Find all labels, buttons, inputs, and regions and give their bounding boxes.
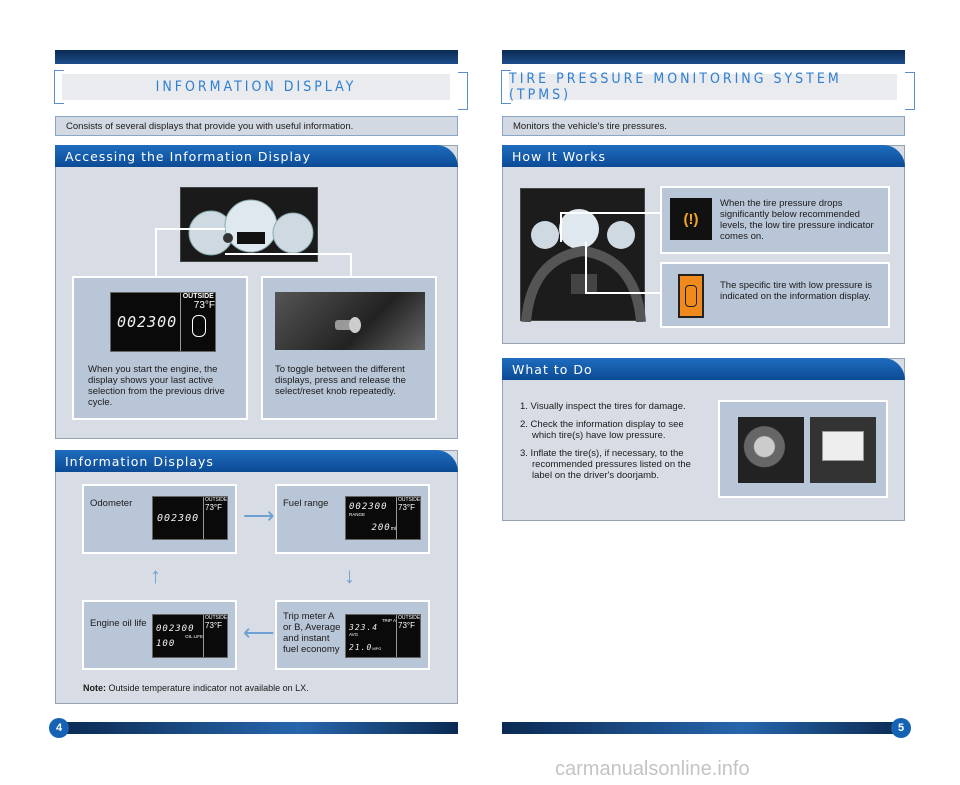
- range-label: RANGE: [349, 511, 366, 517]
- arrow-right-icon: ⟶: [243, 503, 275, 528]
- trip-meter-label: Trip meter A or B, Average and instant fuel economy: [283, 611, 341, 655]
- tpms-callout-2: [585, 292, 668, 294]
- trip-meter-card: [275, 600, 430, 670]
- odometer-card: [82, 484, 237, 554]
- engine-oil-display: [152, 614, 228, 658]
- left-title-box: [56, 70, 456, 104]
- oil-outside-temp: 73°F: [205, 621, 222, 630]
- tpms-callout-1v: [560, 212, 562, 242]
- what-heading: What to Do: [502, 358, 905, 380]
- range-value: 200: [371, 522, 391, 533]
- left-bottom-bar: [60, 722, 458, 734]
- toggle-text: To toggle between the different displays, press and release the select/reset knob repeatedly.: [275, 364, 406, 397]
- cluster-illustration: [181, 188, 319, 263]
- fuel-range-display: [345, 496, 421, 540]
- tpms-callout-1: [560, 212, 668, 214]
- range-unit: mi: [390, 525, 396, 532]
- odometer-label: Odometer: [90, 498, 133, 509]
- pressure-label-sticker: [822, 431, 864, 461]
- oil-life-label: OIL LIFE: [185, 633, 203, 639]
- trip-meter-display: [345, 614, 421, 658]
- callout-line-2v: [350, 253, 352, 276]
- fuel-odo-value: 002300: [349, 501, 388, 512]
- fuel-range-label: Fuel range: [283, 498, 329, 509]
- right-page-title: TIRE PRESSURE MONITORING SYSTEM (TPMS): [509, 74, 897, 100]
- info-displays-heading: Information Displays: [55, 450, 458, 472]
- right-bottom-bar: [502, 722, 902, 734]
- oil-outside-label: OUTSIDE: [205, 615, 228, 621]
- fuel-range-card: [275, 484, 430, 554]
- left-top-bar: [55, 50, 458, 64]
- engine-oil-label: Engine oil life: [90, 618, 147, 629]
- low-pressure-card: [660, 186, 890, 254]
- arrow-left-icon: ⟵: [243, 620, 275, 645]
- odometer-mini-display: [152, 496, 228, 540]
- car-outline-icon: [685, 285, 697, 307]
- select-reset-knob-photo: [275, 292, 425, 350]
- left-page-number: 4: [49, 718, 69, 738]
- outside-temp: 73°F: [193, 300, 215, 311]
- odo-outside-label: OUTSIDE: [205, 497, 228, 503]
- accessing-heading: Accessing the Information Display: [55, 145, 458, 167]
- fuel-outside-label: OUTSIDE: [398, 497, 421, 503]
- right-title-bracket-right: [905, 72, 915, 110]
- step-1: 1. Visually inspect the tires for damage.: [520, 401, 686, 412]
- low-pressure-text: When the tire pressure drops significantly below recommended levels, the low tire pressure indicator comes on.: [720, 198, 874, 242]
- left-subtitle: Consists of several displays that provide you with useful information.: [55, 116, 458, 136]
- watermark: carmanualsonline.info: [555, 758, 750, 780]
- how-heading: How It Works: [502, 145, 905, 167]
- tpms-callout-2v: [585, 242, 587, 294]
- arrow-up-icon: ↑: [150, 563, 161, 588]
- note: [83, 683, 309, 694]
- trip-outside-label: OUTSIDE: [398, 615, 421, 621]
- step-2: 2. Check the information display to see which tire(s) have low pressure.: [520, 419, 684, 441]
- oil-odo-value: 002300: [156, 623, 195, 634]
- note-text: Outside temperature indicator not available on LX.: [108, 683, 309, 693]
- odometer-display: [110, 292, 216, 352]
- start-engine-text: When you start the engine, the display shows your last active selection from the previous drive cycle.: [88, 364, 225, 408]
- odometer-mini-value: 002300: [157, 512, 200, 524]
- note-label: Note:: [83, 683, 106, 693]
- avg-label: AVG: [349, 631, 359, 637]
- steering-illustration: [521, 189, 646, 322]
- right-title-box: [503, 70, 903, 104]
- car-icon: [192, 315, 206, 337]
- specific-tire-text: The specific tire with low pressure is indicated on the information display.: [720, 280, 873, 302]
- right-subtitle: Monitors the vehicle's tire pressures.: [502, 116, 905, 136]
- engine-oil-card: [82, 600, 237, 670]
- avg-unit: MPG: [372, 645, 382, 651]
- avg-value: 21.0: [349, 642, 373, 652]
- knob-illustration: [275, 292, 425, 350]
- oil-life-value: 100: [156, 638, 176, 649]
- tire-display-icon: [678, 274, 704, 318]
- trip-value: 323.4: [349, 622, 379, 632]
- left-page-title: INFORMATION DISPLAY: [62, 74, 450, 100]
- steering-wheel-photo: [520, 188, 645, 321]
- arrow-down-icon: ↓: [344, 563, 355, 588]
- step-3: 3. Inflate the tire(s), if necessary, to the recommended pressures listed on the label on the driver's doorjamb.: [520, 448, 691, 481]
- trip-a-label: TRIP A: [381, 617, 396, 623]
- callout-line-1: [155, 228, 225, 230]
- right-top-bar: [502, 50, 905, 64]
- odometer-value: 002300: [117, 313, 178, 331]
- tire-photos-card: [718, 400, 888, 498]
- tire-photo: [738, 417, 804, 483]
- start-engine-card: [72, 276, 248, 420]
- tpms-indicator-icon: (!): [670, 198, 712, 240]
- fuel-outside-temp: 73°F: [398, 503, 415, 512]
- trip-outside-temp: 73°F: [398, 621, 415, 630]
- doorjamb-label-photo: [810, 417, 876, 483]
- outside-label: OUTSIDE: [182, 293, 214, 300]
- specific-tire-card: [660, 262, 890, 328]
- instrument-cluster-photo: [180, 187, 318, 262]
- callout-line-1v: [155, 228, 157, 276]
- odo-outside-temp: 73°F: [205, 503, 222, 512]
- right-page-number: 5: [891, 718, 911, 738]
- left-title-bracket-right: [458, 72, 468, 110]
- callout-line-2: [225, 253, 352, 255]
- toggle-card: [261, 276, 437, 420]
